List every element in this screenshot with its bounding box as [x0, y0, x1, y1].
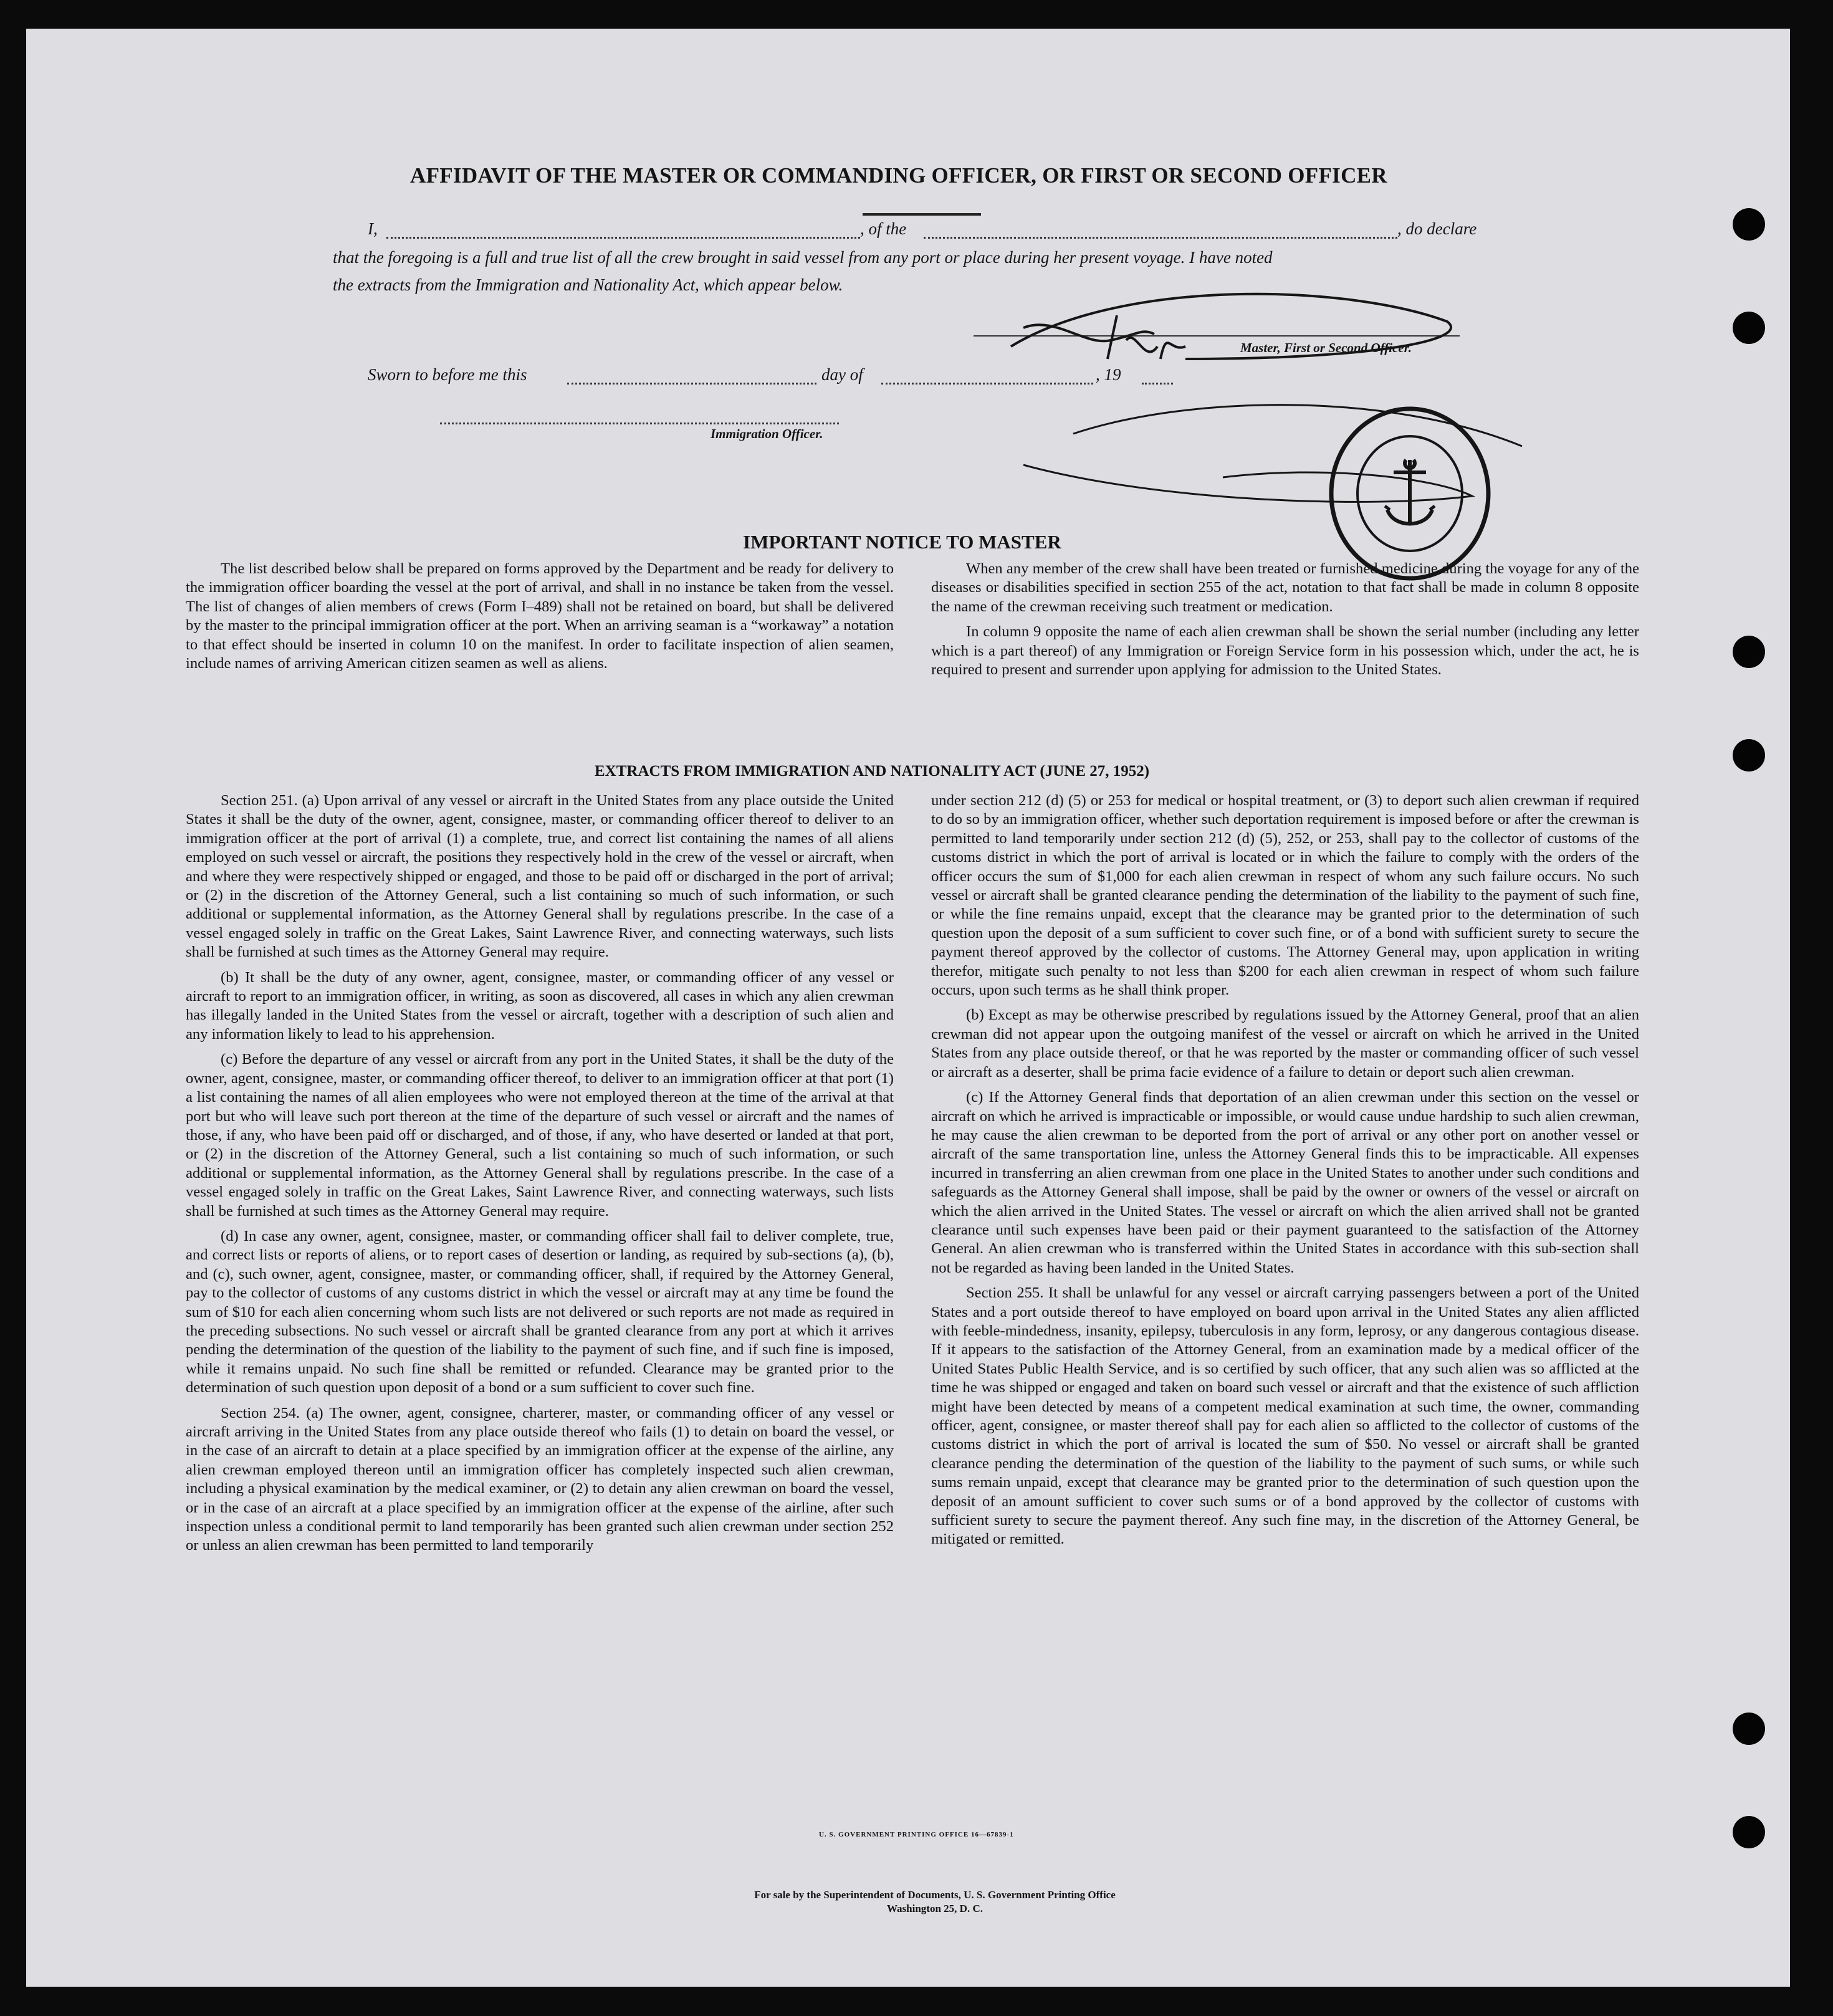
title-rule [863, 213, 981, 216]
statute-paragraph: Section 251. (a) Upon arrival of any vessel or aircraft in the United States from any place outside the United States it shall be the duty of the owner, agent, consignee, master, or commanding officer thereof to deliver to an immigration officer at the port of arrival (1) a complete, true, and correct list containing the names of all aliens employed on such vessel or aircraft, the positions they respectively hold in the crew of the vessel or aircraft, when and where they were respectively shipped or engaged, and those to be paid off or discharged in the port of arrival; or (2) in the discretion of the Attorney General, such a list containing so much of such information, or such additional or supplemental information, as the Attorney General shall by regulations prescribe. In the case of a vessel engaged solely in traffic on the Great Lakes, Saint Lawrence River, and connecting waterways, such lists shall be furnished at such times as the Attorney General may require. [186, 792, 894, 961]
statute-paragraph: Section 255. It shall be unlawful for any vessel or aircraft carrying passengers between a port of the United States and a port outside thereof to have employed on board upon arrival in the United States any alien afflicted with feeble-mindedness, insanity, epilepsy, tuberculosis in any form, leprosy, or any dangerous contagious disease. If it appears to the satisfaction of the Attorney General, from an examination made by a medical officer of the United States Public Health Service, and is so certified by such officer, that any such alien was so afflicted at the time he was shipped or engaged and taken on board such vessel or aircraft and that the existence of such affliction might have been detected by means of a competent medical examination at such time, the owner, commanding officer, agent, consignee, or master thereof shall pay for each alien so afflicted to the collector of customs of the customs district in which the port of arrival is located the sum of $50. No vessel or aircraft shall be granted clearance pending the determination of the question of the liability to the payment of such sums, or while such sums remain unpaid, except that clearance may be granted prior to the determination of such question upon the deposit of an amount sufficient to cover such sums or of a bond approved by the collector of customs with sufficient surety to secure the payment thereof. Any such fine may, in the discretion of the Attorney General, be mitigated or remitted. [931, 1284, 1639, 1548]
punch-hole [1733, 1816, 1765, 1848]
statute-paragraph: (c) Before the departure of any vessel or aircraft from any port in the United States, it shall be the duty of the owner, agent, consignee, master, or commanding officer thereof, to deliver to an immigration officer at that port (1) a list containing the names of all alien employees who were not employed thereon at the time of the arrival at that port but who will leave such port thereon at the time of the departure of such vessel or aircraft and the names of those, if any, who have been paid off or discharged, and of those, if any, who have deserted or landed at that port, or (2) in the discretion of the Attorney General, such a list containing so much of such information, or such additional or supplemental information, as the Attorney General shall by regulations prescribe. In the case of a vessel engaged solely in traffic on the Great Lakes, Saint Lawrence River, and connecting waterways, such lists shall be furnished at such times as the Attorney General may require. [186, 1051, 894, 1220]
punch-hole [1733, 208, 1765, 241]
sworn-label: Sworn to before me this [368, 365, 527, 384]
statute-paragraph: under section 212 (d) (5) or 253 for medical or hospital treatment, or (3) to deport such alien crewman if required to do so by an immigration officer, whether such deportation requirement is imposed before or after the crewman is permitted to land temporarily under section 212 (d) (5), 252, or 253, shall pay to the collector of customs of the customs district in which the port of arrival is located or in which the failure to comply with the orders of the officer occurs the sum of $1,000 for each alien crewman in respect of whom any such failure occurs. No such vessel or aircraft shall be granted clearance pending the determination of the liability to the payment of such fine, or while the fine remains unpaid, except that the clearance may be granted prior to the determination of such question upon the deposit of a sum sufficient to cover such fine, or of a bond with sufficient surety to secure the payment thereof approved by the collector of customs. The Attorney General may, upon application in writing therefor, mitigate such penalty to not less than $200 for each alien crewman in respect of whom such failure occurs, upon such terms as he shall think proper. [931, 792, 1639, 999]
form-page [26, 29, 1790, 1987]
affidavit-statement-cont: the extracts from the Immigration and Nationality Act, which appear below. [333, 275, 843, 294]
notice-paragraph: In column 9 opposite the name of each alien crewman shall be shown the serial number (including any letter which is a part thereof) of any Immigration or Foreign Service form in his possession which, under the act, he is required to present and surrender upon applying for admission to the United States. [931, 623, 1639, 679]
punch-hole [1733, 1713, 1765, 1745]
master-label: Master, First or Second Officer. [1240, 340, 1412, 355]
year-label: , 19 [1096, 365, 1121, 384]
notice-left-column [186, 560, 894, 679]
of-the-label: , of the [860, 219, 907, 238]
gpo-imprint: U. S. GOVERNMENT PRINTING OFFICE 16—67839-1 [819, 1831, 1014, 1838]
extracts-title: EXTRACTS FROM IMMIGRATION AND NATIONALITY ACT (JUNE 27, 1952) [595, 763, 1150, 780]
sale-notice-line1: For sale by the Superintendent of Documents, U. S. Government Printing Office [754, 1889, 1116, 1901]
notice-title: IMPORTANT NOTICE TO MASTER [743, 531, 1061, 553]
extracts-left-column [186, 791, 894, 1562]
immigration-officer-line [440, 423, 839, 424]
statute-paragraph: (b) It shall be the duty of any owner, agent, consignee, master, or commanding officer of any vessel or aircraft to report to an immigration officer, in writing, as soon as discovered, all cases in which any alien crewman has illegally landed in the United States from the vessel or aircraft, together with a description of such alien and any information likely to lead to his apprehension. [186, 968, 894, 1043]
declare-label: , do declare [1397, 219, 1477, 238]
notice-paragraph: When any member of the crew shall have been treated or furnished medicine during the voyage for any of the diseases or disabilities specified in section 255 of the act, notation to that fact shall be made in column 8 opposite the name of the crewman receiving such treatment or medication. [931, 560, 1639, 615]
company-stamp [1323, 400, 1497, 587]
sale-notice [704, 1888, 1165, 1916]
statute-paragraph: (c) If the Attorney General finds that deportation of an alien crewman under this section on the vessel or aircraft on which he arrived is impracticable or impossible, or would cause undue hardship to such alien crewman, he may cause the alien crewman to be deported from the port of arrival or any other port on another vessel or aircraft of the same transportation line, unless the Attorney General finds this to be impracticable. All expenses incurred in transferring an alien crewman from one place in the United States to another under such conditions and safeguards as the Attorney General shall impose, shall be paid by the owner or owners of the vessel or aircraft on which the alien arrived in the United States. The vessel or aircraft on which the alien arrived shall not be granted clearance until such expenses have been paid or their payment guaranteed to the satisfaction of the Attorney General. An alien crewman who is transferred within the United States in accordance with this sub-section shall not be regarded as having been landed in the United States. [931, 1089, 1639, 1276]
affidavit-title: AFFIDAVIT OF THE MASTER OR COMMANDING OFFICER, OR FIRST OR SECOND OFFICER [410, 163, 1387, 188]
notice-paragraph: The list described below shall be prepared on forms approved by the Department and be ready for delivery to the immigration officer boarding the vessel at the port of arrival, and shall in no instance be taken from the vessel. The list of changes of alien members of crews (Form I–489) shall not be retained on board, but shall be delivered by the master to the principal immigration officer at the port. When an arriving seaman is a “workaway” a notation to that effect should be inserted in column 10 on the manifest. In order to facilitate inspection of alien seamen, include names of arriving American citizen seamen as well as aliens. [186, 560, 894, 672]
extracts-right-column [931, 791, 1639, 1555]
affidavit-i-label: I, [368, 219, 378, 238]
punch-hole [1733, 312, 1765, 344]
notice-right-column [931, 560, 1639, 686]
sworn-day-line[interactable] [567, 383, 816, 385]
officer-label: Immigration Officer. [711, 426, 823, 441]
sale-notice-line2: Washington 25, D. C. [887, 1903, 983, 1914]
statute-paragraph: Section 254. (a) The owner, agent, consignee, charterer, master, or commanding officer of any vessel or aircraft arriving in the United States from any place outside thereof who fails (1) to detain on board the vessel, or in the case of an aircraft to detain at a place specified by an immigration officer at the expense of the airline, any alien crewman employed thereon until an immigration officer has completely inspected such alien crewman, including a physical examination by the medical examiner, or (2) to detain any alien crewman on board the vessel, or in the case of an aircraft at a place specified by an immigration officer at the expense of the airline, after such inspection unless a conditional permit to land temporarily has been granted such alien crewman under section 252 or unless an alien crewman has been permitted to land temporarily [186, 1404, 894, 1554]
punch-hole [1733, 739, 1765, 772]
statute-paragraph: (d) In case any owner, agent, consignee, master, or commanding officer shall fail to deliver complete, true, and correct lists or reports of aliens, or to report cases of desertion or landing, as required by sub-sections (a), (b), and (c), such owner, agent, consignee, master, or commanding officer, shall, if required by the Attorney General, pay to the collector of customs of any customs district in which the vessel or aircraft may at any time be found the sum of $10 for each alien concerning whom such lists are not delivered or such reports are not made as required in the preceding subsections. No such vessel or aircraft shall be granted clearance from any port at which it arrives pending the determination of the question of the liability to the payment of such fine, and if such fine is imposed, while it remains unpaid. No such fine shall be remitted or refunded. Clearance may be granted prior to the determination of such question upon deposit of a bond or a sum sufficient to cover such fine. [186, 1227, 894, 1397]
punch-hole [1733, 636, 1765, 668]
name-line[interactable] [386, 237, 860, 239]
day-of-label: day of [821, 365, 863, 384]
vessel-line[interactable] [924, 237, 1397, 239]
statute-paragraph: (b) Except as may be otherwise prescribed by regulations issued by the Attorney General, proof that an alien crewman did not appear upon the outgoing manifest of the vessel or aircraft on which he arrived in the United States from any place outside thereof, or that he was reported by the master or commanding officer of such vessel or aircraft as a deserter, shall be prima facie evidence of a failure to detain or deport such alien crewman. [931, 1006, 1639, 1081]
affidavit-statement: that the foregoing is a full and true list of all the crew brought in said vessel from any port or place during her present voyage. I have noted [333, 248, 1273, 267]
